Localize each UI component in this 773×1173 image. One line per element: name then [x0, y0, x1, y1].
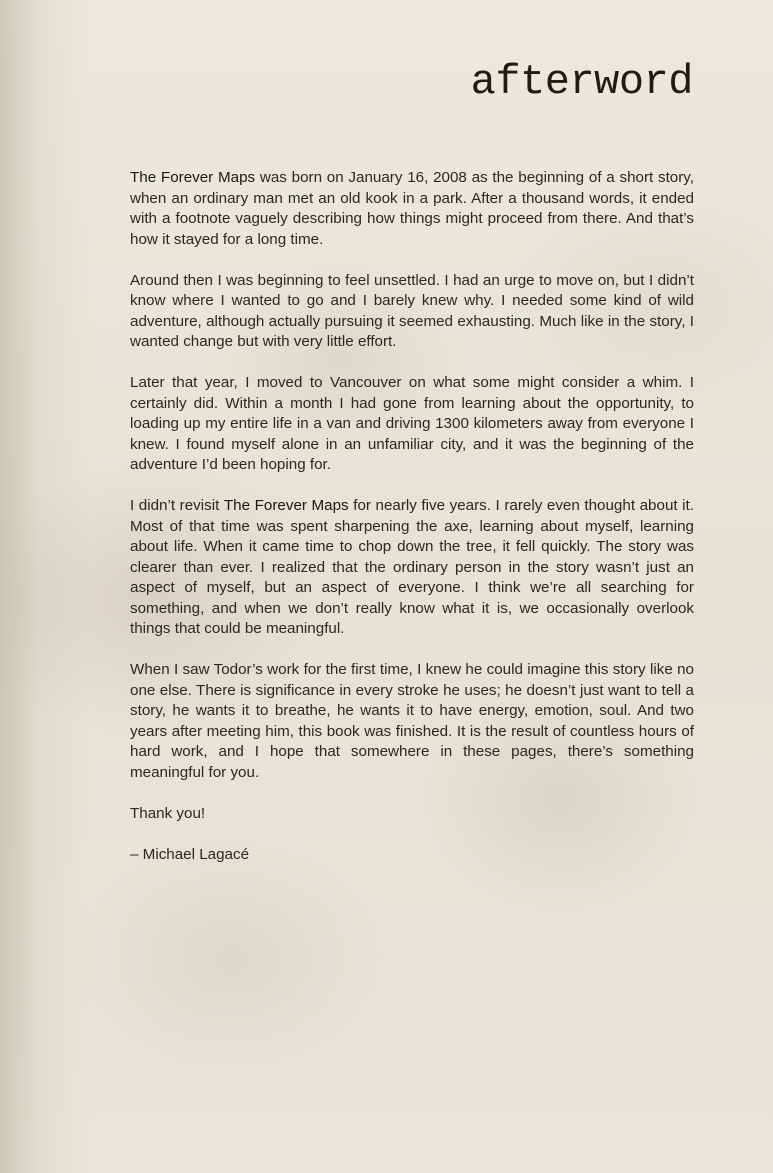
paragraph-4 — [130, 496, 694, 640]
paragraph-2: Around then I was beginning to feel unsettled. I had an urge to move on, but I didn’t know where I wanted to go and I barely knew why. I needed some kind of wild adventure, although actually pursuing it seemed exhausting. Much like in the story, I wanted change but with very little effort. — [130, 271, 694, 350]
paragraph-3: Later that year, I moved to Vancouver on what some might consider a whim. I certainly did. Within a month I had gone from learning about the opportunity, to loading up my entire life in a van and driving 1300 kilometers away from everyone I knew. I found myself alone in an unfamiliar city, and it was the beginning of the adventure I’d been hoping for. — [130, 374, 694, 473]
book-title: The Forever Maps — [223, 497, 349, 514]
paragraph-1-text: was born on January 16, 2008 as the beginning of a short story, when an ordinary man met an old kook in a park. After a thousand words, it ended with a footnote vaguely describing how things might proceed from there. And that’s how it stayed for a long time. — [130, 169, 694, 248]
paragraph-4-before: I didn’t revisit — [130, 497, 224, 514]
paragraph-1 — [130, 168, 694, 250]
signature: – Michael Lagacé — [130, 845, 250, 863]
afterword-body — [130, 168, 694, 886]
page-title: afterword — [470, 58, 693, 106]
paragraph-4-after: for nearly five years. I rarely even thought about it. Most of that time was spent sharpening the axe, learning about myself, learning about life. When it came time to chop down the tree, it fell quickly. The story was clearer than ever. I realized that the ordinary person in the story wasn’t just an aspect of myself, but an aspect of everyone. I think we’re all searching for something, and when we don’t really know what it is, we occasionally overlook things that could be meaningful. — [130, 497, 694, 637]
book-title: The Forever Maps — [130, 169, 256, 186]
thank-you: Thank you! — [130, 804, 206, 822]
paragraph-5: When I saw Todor’s work for the first time, I knew he could imagine this story like no one else. There is significance in every stroke he uses; he doesn’t just want to tell a story, he wants it to breathe, he wants it to have energy, emotion, soul. And two years after meeting him, this book was finished. It is the result of countless hours of hard work, and I hope that somewhere in these pages, there’s something meaningful for you. — [130, 661, 694, 781]
